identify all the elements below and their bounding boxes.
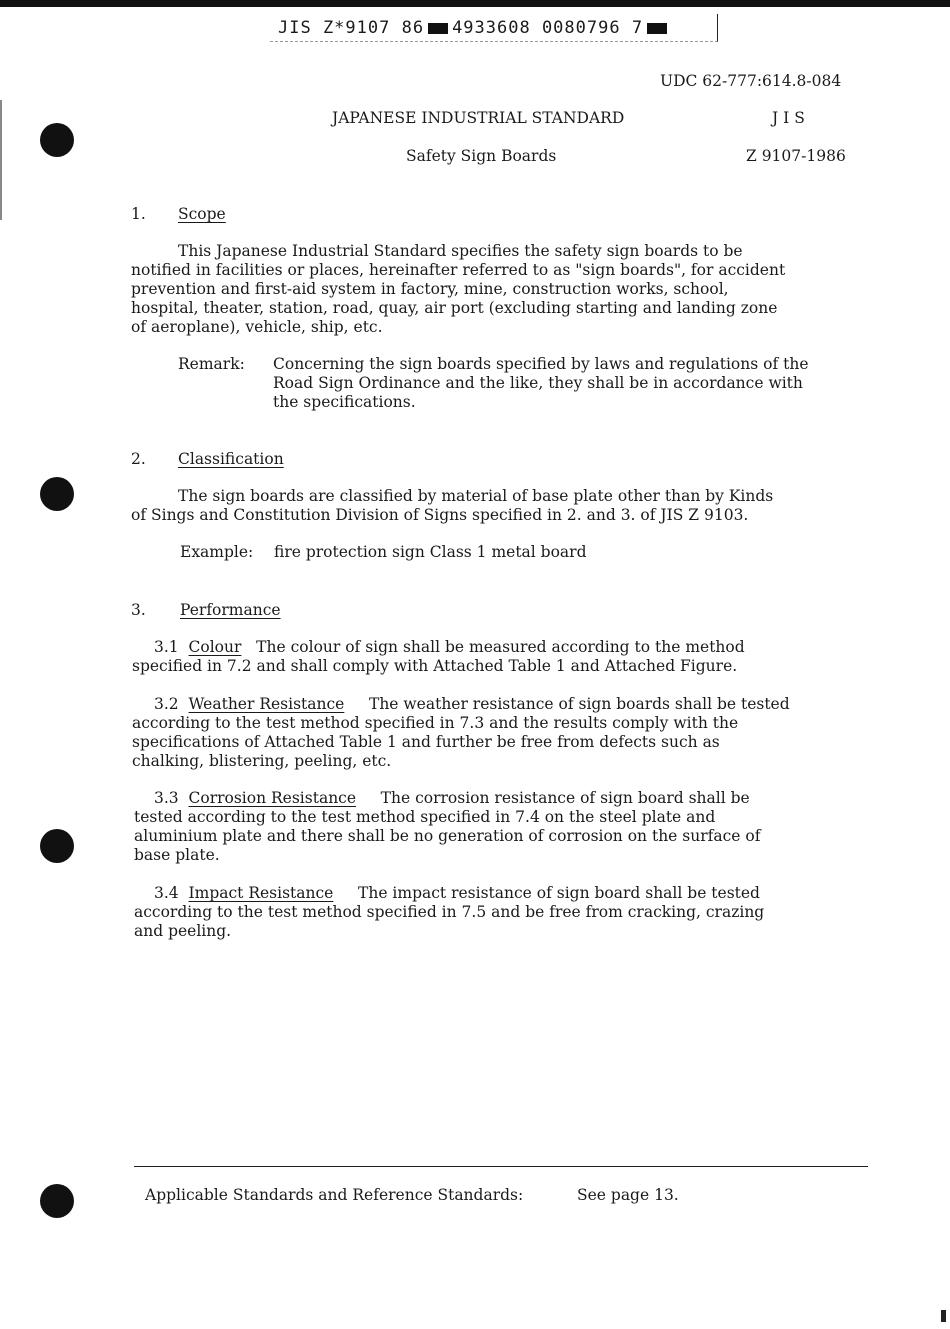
remark-line-1: Concerning the sign boards specified by laws and regulations of the (273, 355, 809, 373)
remark-text (273, 355, 809, 412)
scope-paragraph (131, 242, 785, 337)
header-barcode-line (270, 14, 718, 42)
impact-paragraph (134, 884, 764, 941)
scope-line-4: hospital, theater, station, road, quay, air port (excluding starting and landing zone (131, 299, 778, 317)
subsection-3-1-number: 3.1 (154, 638, 179, 656)
top-scan-bar (0, 0, 950, 7)
corrosion-line-3: aluminium plate and there shall be no generation of corrosion on the surface of (134, 827, 761, 845)
scan-edge-line (0, 100, 2, 220)
document-number: Z 9107-1986 (746, 147, 846, 165)
header-block-mark (428, 23, 448, 34)
subsection-3-3-number: 3.3 (154, 789, 179, 807)
example-label: Example: (180, 543, 254, 561)
footer-label: Applicable Standards and Reference Standards: (145, 1186, 524, 1204)
udc-code: UDC 62-777:614.8-084 (660, 72, 842, 90)
weather-paragraph (132, 695, 790, 771)
footer-reference: See page 13. (577, 1186, 679, 1204)
colour-line-1: The colour of sign shall be measured according to the method (256, 638, 745, 656)
subsection-3-2-number: 3.2 (154, 695, 179, 713)
weather-line-2: according to the test method specified in 7.3 and the results comply with the (132, 714, 739, 732)
punch-hole-4 (40, 1184, 74, 1218)
punch-hole-2 (40, 477, 74, 511)
classification-paragraph (131, 487, 773, 525)
punch-hole-1 (40, 123, 74, 157)
scope-line-3: prevention and first-aid system in factory, mine, construction works, school, (131, 280, 729, 298)
punch-hole-3 (40, 829, 74, 863)
header-code-part1: JIS Z*9107 86 (278, 18, 425, 38)
remark-line-2: Road Sign Ordinance and the like, they shall be in accordance with (273, 374, 803, 392)
footer-rule (134, 1166, 868, 1167)
weather-line-3: specifications of Attached Table 1 and further be free from defects such as (132, 733, 720, 751)
section-3-number: 3. (131, 601, 146, 619)
impact-line-1: The impact resistance of sign board shall be tested (358, 884, 760, 902)
standard-title: JAPANESE INDUSTRIAL STANDARD (332, 109, 625, 127)
corrosion-paragraph (134, 789, 760, 865)
corrosion-line-2: tested according to the test method specified in 7.4 on the steel plate and (134, 808, 716, 826)
section-3-heading: Performance (180, 601, 281, 619)
weather-line-4: chalking, blistering, peeling, etc. (132, 752, 392, 770)
document-title: Safety Sign Boards (406, 147, 557, 165)
remark-label: Remark: (178, 355, 245, 373)
impact-line-3: and peeling. (134, 922, 232, 940)
colour-paragraph (132, 638, 745, 676)
colour-line-2: specified in 7.2 and shall comply with Attached Table 1 and Attached Figure. (132, 657, 738, 675)
impact-line-2: according to the test method specified in 7.5 and be free from cracking, crazing (134, 903, 765, 921)
jis-label: J I S (772, 109, 805, 127)
colour-line-1-row (132, 638, 745, 657)
weather-line-1-row (132, 695, 790, 714)
subsection-3-4-number: 3.4 (154, 884, 179, 902)
section-1-number: 1. (131, 205, 146, 223)
classification-line-1: The sign boards are classified by material of base plate other than by Kinds (178, 487, 774, 505)
impact-line-1-row (134, 884, 764, 903)
remark-line-3: the specifications. (273, 393, 416, 411)
section-1-heading: Scope (178, 205, 226, 223)
corner-mark (941, 1310, 946, 1322)
corrosion-line-4: base plate. (134, 846, 220, 864)
header-block-mark-end (647, 23, 667, 34)
corrosion-line-1-row (134, 789, 760, 808)
subsection-3-1-title: Colour (188, 638, 242, 656)
scope-line-5: of aeroplane), vehicle, ship, etc. (131, 318, 383, 336)
corrosion-line-1: The corrosion resistance of sign board shall be (380, 789, 750, 807)
weather-line-1: The weather resistance of sign boards shall be tested (368, 695, 790, 713)
scope-line-1: This Japanese Industrial Standard specifies the safety sign boards to be (178, 242, 743, 260)
subsection-3-2-title: Weather Resistance (188, 695, 345, 713)
section-2-number: 2. (131, 450, 146, 468)
scope-line-2: notified in facilities or places, hereinafter referred to as "sign boards", for accident (131, 261, 786, 279)
section-2-heading: Classification (178, 450, 284, 468)
classification-line-2: of Sings and Constitution Division of Signs specified in 2. and 3. of JIS Z 9103. (131, 506, 749, 524)
example-text: fire protection sign Class 1 metal board (274, 543, 587, 561)
subsection-3-3-title: Corrosion Resistance (188, 789, 357, 807)
header-code-part2: 4933608 0080796 7 (452, 18, 644, 38)
subsection-3-4-title: Impact Resistance (188, 884, 334, 902)
